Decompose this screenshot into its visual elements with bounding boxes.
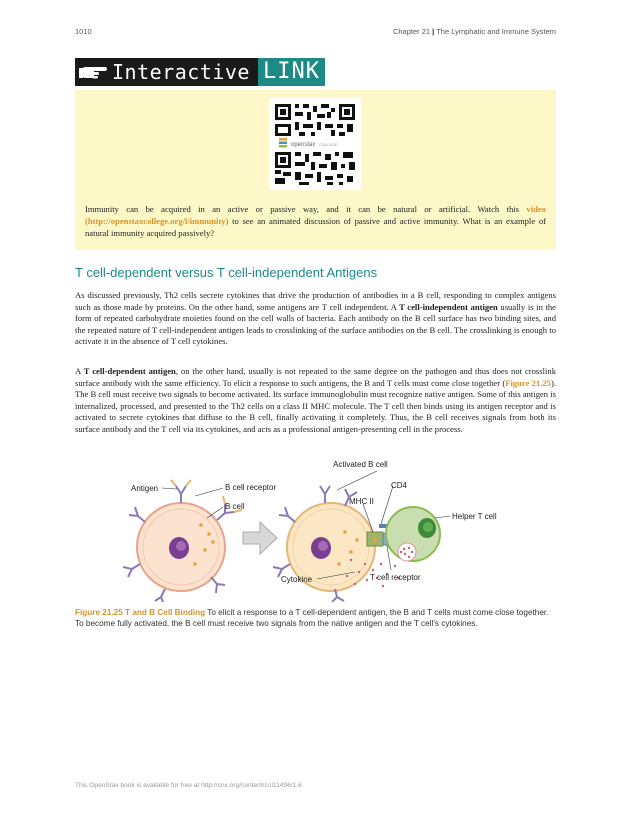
p2-part3: ). The B cell must receive two signals to become activated. Its surface immunoglobulin must recognize native antigen. Some of this antigen is internalized, processed, and presented to the Th2 cells on a class II MHC molecule. The T cell then binds using its antigen receptor and is activated to secrete cytokines that diffuse to the B cell, finally activating it completely. Thus, the B cell receives signals from both its surface antibody and the T cell via its cytokines, and acts as a professional antigen-presenting cell in the process. [75, 377, 556, 434]
label-helper-t-cell: Helper T cell [452, 512, 497, 521]
chapter-prefix: Chapter 21 [392, 27, 431, 36]
term-t-independent: T cell-independent antigen [399, 301, 498, 312]
video-url-link[interactable]: (http://openstaxcollege.org/l/immunity) [85, 216, 229, 226]
ilink-text-before: Immunity can be acquired in an active or passive way, and it can be natural or artificial. Watch this [85, 204, 527, 214]
label-activated-b-cell: Activated B cell [333, 460, 388, 469]
qr-code[interactable] [269, 98, 361, 190]
label-cd4: CD4 [391, 481, 408, 490]
figure-t-b-cell-binding [115, 452, 515, 602]
figure-caption [75, 607, 556, 629]
header-separator: | [432, 27, 435, 36]
label-antigen: Antigen [131, 484, 159, 493]
arrow-icon [243, 522, 277, 554]
p2-part1: A [75, 366, 84, 376]
label-mhc-ii: MHC II [349, 497, 374, 506]
figure-caption-id: Figure 21.25 T and B Cell Binding [75, 608, 206, 617]
label-t-cell-receptor: T cell receptor [370, 573, 421, 582]
label-b-cell: B cell [225, 502, 245, 511]
ilink-text-after: to see an animated discussion of passive and active immunity. What is an example of natural immunity acquired passively? [85, 216, 546, 238]
link-word: LINK [258, 58, 325, 86]
interactive-word: Interactive [110, 58, 258, 86]
p1-part2: usually is in the form of repeated carbohydrate moieties found on the cell walls of bacteria. Each antibody on the B cell surface has two binding sites, and the repeated nature of T cell-independent antigen leads to crosslinking of the surface antibodies on the B cell. The crosslinking is enough to activate it in the absence of T cell cytokines. [75, 301, 556, 347]
paragraph-t-dependent [75, 366, 556, 436]
qr-brand-suffix: COLLEGE [319, 142, 338, 147]
label-cytokine: Cytokine [281, 575, 313, 584]
interactive-link-box [75, 90, 556, 250]
page-number: 1010 [75, 27, 92, 36]
label-b-cell-receptor: B cell receptor [225, 483, 277, 492]
interactive-link-banner [75, 58, 377, 86]
b-cell-diagram [123, 480, 242, 602]
qr-brand: openstax [291, 142, 316, 148]
figure-reference-link[interactable]: Figure 21.25 [505, 377, 551, 388]
p1-part1: As discussed previously, Th2 cells secrete cytokines that drive the production of antibodies in a B cell, responding to complex antigens such as those made by proteins. On the other hand, some antigens are T cell independent. A [75, 290, 556, 312]
pointing-hand-icon [75, 58, 110, 86]
video-link[interactable]: video [526, 204, 546, 214]
page-footer: This OpenStax book is available for free at http://cnx.org/content/col11496/1.6 [75, 782, 302, 789]
section-title: T cell-dependent versus T cell-independent Antigens [75, 265, 378, 280]
chapter-title: The Lymphatic and Immune System [436, 27, 556, 36]
helper-t-cell-diagram [386, 507, 440, 561]
figure-caption-text: To elicit a response to a T cell-dependent antigen, the B and T cells must come close together. To become fully activated, the B cell must receive two signals from the native antigen and the T cell's cytokines. [75, 608, 549, 629]
paragraph-t-independent [75, 290, 556, 348]
chapter-heading [393, 27, 556, 36]
term-t-dependent: T cell-dependent antigen [83, 366, 176, 376]
interactive-link-text [85, 203, 546, 239]
p2-part2: , on the other hand, usually is not repeated to the same degree on the pathogen and thus does not crosslink surface antibody with the same efficiency. To elicit a response to such antigens, the B and T cells must come close together ( [75, 366, 556, 388]
